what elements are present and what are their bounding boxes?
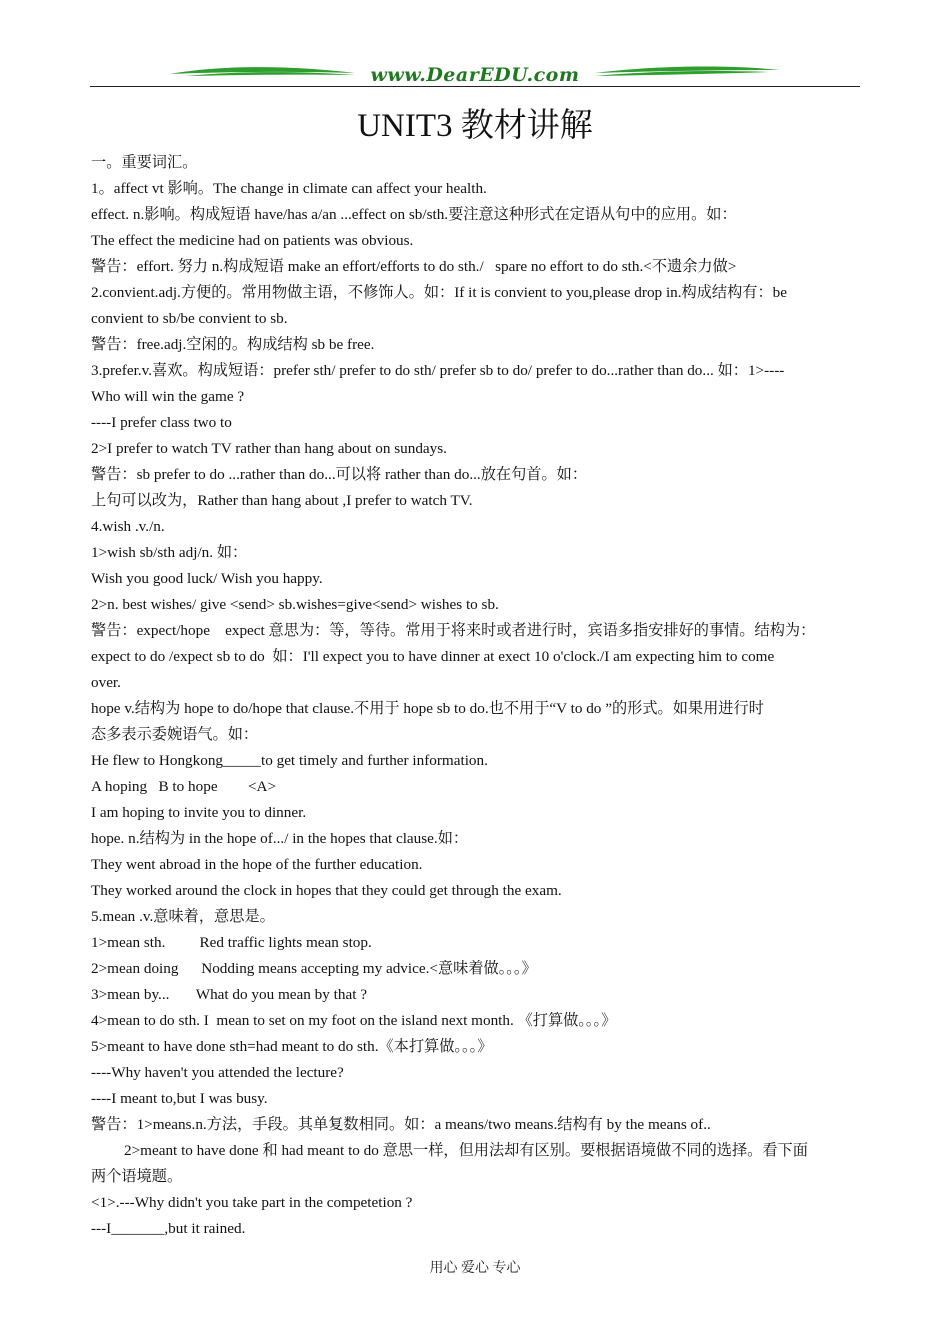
text-line: hope. n.结构为 in the hope of.../ in the hopes that clause.如： bbox=[91, 830, 469, 847]
text-line: 2>meant to have done 和 had meant to do 意思一样，但用法却有区别。要根据语境做不同的选择。看下面 bbox=[124, 1142, 808, 1159]
text-line: <1>.---Why didn't you take part in the competetion ? bbox=[91, 1194, 413, 1211]
site-logo-text: www.DearEDU.com bbox=[370, 64, 580, 86]
text-line: 1>mean sth. Red traffic lights mean stop. bbox=[91, 934, 372, 951]
text-line: Wish you good luck/ Wish you happy. bbox=[91, 570, 323, 587]
text-line: 警告：1>means.n.方法，手段。其单复数相同。如：a means/two means.结构有 by the means of.. bbox=[91, 1116, 711, 1133]
text-line: 2>n. best wishes/ give <send> sb.wishes=give<send> wishes to sb. bbox=[91, 596, 499, 613]
text-line: 1。affect vt 影响。The change in climate can affect your health. bbox=[91, 180, 487, 197]
text-line: They worked around the clock in hopes that they could get through the exam. bbox=[91, 882, 562, 899]
page-header bbox=[90, 62, 860, 90]
text-line: convient to sb/be convient to sb. bbox=[91, 310, 288, 327]
text-line: 3>mean by... What do you mean by that ? bbox=[91, 986, 367, 1003]
text-line: ---I_______,but it rained. bbox=[91, 1220, 246, 1237]
text-line: 3.prefer.v.喜欢。构成短语：prefer sth/ prefer to do sth/ prefer sb to do/ prefer to do...rather than do... 如：1>---- bbox=[91, 362, 785, 379]
text-line: 警告：free.adj.空闲的。构成结构 sb be free. bbox=[91, 336, 375, 353]
page-title: UNIT3 教材讲解 bbox=[357, 108, 593, 144]
text-line: hope v.结构为 hope to do/hope that clause.不用于 hope sb to do.也不用于“V to do ”的形式。如果用进行时 bbox=[91, 700, 764, 717]
text-line: 5>meant to have done sth=had meant to do sth.《本打算做。。。》 bbox=[91, 1038, 493, 1055]
text-line: 2>mean doing Nodding means accepting my advice.<意味着做。。。》 bbox=[91, 960, 537, 977]
text-line: A hoping B to hope <A> bbox=[91, 778, 277, 795]
text-line: effect. n.影响。构成短语 have/has a/an ...effect on sb/sth.要注意这种形式在定语从句中的应用。如： bbox=[91, 206, 737, 223]
text-line: Who will win the game ? bbox=[91, 388, 245, 405]
text-line: ----I meant to,but I was busy. bbox=[91, 1090, 268, 1107]
text-line: expect to do /expect sb to do 如：I'll expect you to have dinner at exect 10 o'clock./I am expecting him to come bbox=[91, 648, 775, 665]
text-line: 一。重要词汇。 bbox=[91, 154, 198, 171]
text-line: The effect the medicine had on patients was obvious. bbox=[91, 232, 414, 249]
document-body bbox=[91, 150, 861, 1242]
text-line: 4.wish .v./n. bbox=[91, 518, 165, 535]
text-line: 警告：expect/hope expect 意思为：等，等待。常用于将来时或者进行时，宾语多指安排好的事情。结构为： bbox=[91, 622, 816, 639]
page-footer: 用心 爱心 专心 bbox=[429, 1261, 521, 1276]
text-line: 警告：sb prefer to do ...rather than do...可以将 rather than do...放在句首。如： bbox=[91, 466, 588, 483]
text-line: ----I prefer class two to bbox=[91, 414, 232, 431]
header-divider bbox=[90, 86, 860, 87]
text-line: 2.convient.adj.方便的。常用物做主语，不修饰人。如：If it is convient to you,please drop in.构成结构有：be bbox=[91, 284, 788, 301]
text-line: ----Why haven't you attended the lecture? bbox=[91, 1064, 344, 1081]
text-line: over. bbox=[91, 674, 121, 691]
text-line: 1>wish sb/sth adj/n. 如： bbox=[91, 544, 248, 561]
text-line: 两个语境题。 bbox=[91, 1168, 183, 1185]
text-line: 上句可以改为，Rather than hang about ,I prefer to watch TV. bbox=[91, 492, 473, 509]
text-line: He flew to Hongkong_____to get timely and further information. bbox=[91, 752, 488, 769]
text-line: 5.mean .v.意味着，意思是。 bbox=[91, 908, 275, 925]
text-line: I am hoping to invite you to dinner. bbox=[91, 804, 307, 821]
text-line: They went abroad in the hope of the further education. bbox=[91, 856, 423, 873]
text-line: 警告：effort. 努力 n.构成短语 make an effort/efforts to do sth./ spare no effort to do sth.<不遗余力做> bbox=[91, 258, 737, 275]
text-line: 2>I prefer to watch TV rather than hang about on sundays. bbox=[91, 440, 447, 457]
text-line: 4>mean to do sth. I mean to set on my foot on the island next month. 《打算做。。。》 bbox=[91, 1012, 617, 1029]
text-line: 态多表示委婉语气。如： bbox=[91, 726, 259, 743]
